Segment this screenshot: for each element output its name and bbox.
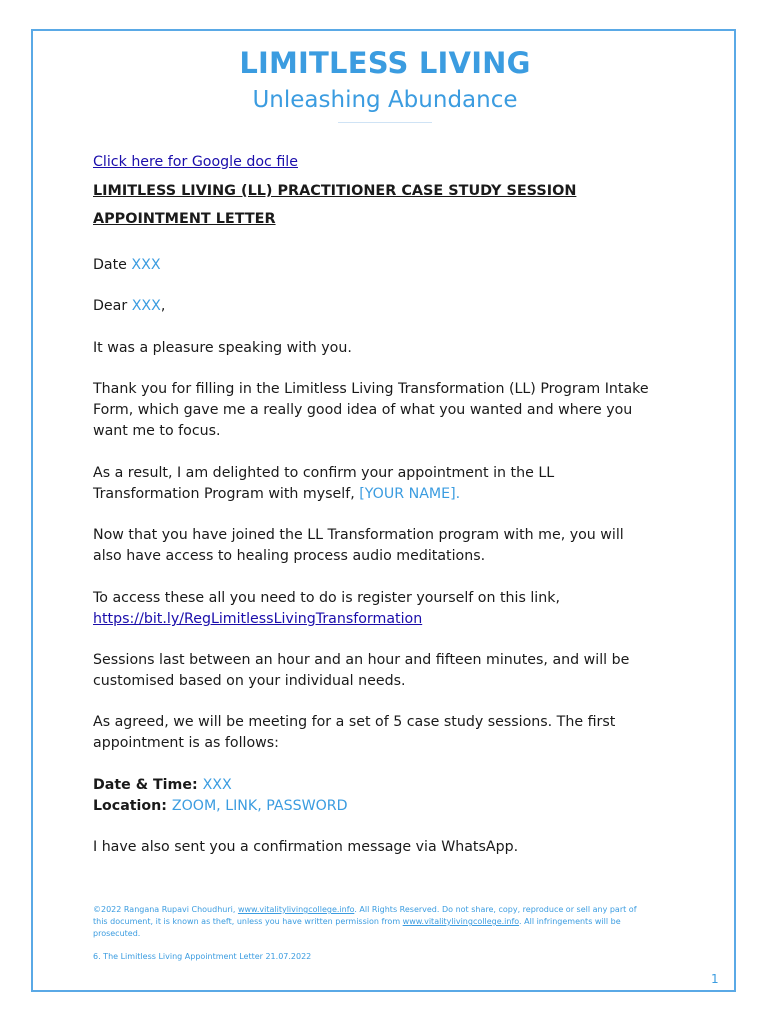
header-divider xyxy=(338,122,432,123)
copyright-line3: prosecuted. xyxy=(93,929,141,938)
permission-site-link[interactable]: www.vitalitylivingcollege.info xyxy=(402,917,520,926)
datetime-value: XXX xyxy=(202,777,232,793)
paragraph-3 xyxy=(93,463,693,505)
paragraph-4-line: also have access to healing process audio meditations. xyxy=(93,548,486,564)
paragraph-3-line: As a result, I am delighted to confirm your appointment in the LL xyxy=(93,465,555,481)
copyright-line2 xyxy=(93,916,683,928)
registration-link-line xyxy=(93,609,693,630)
paragraph-7 xyxy=(93,712,693,754)
copyright-site-link[interactable]: www.vitalitylivingcollege.info xyxy=(237,905,355,914)
registration-link[interactable]: https://bit.ly/RegLimitlessLivingTransformation xyxy=(93,611,423,627)
paragraph-5-line: To access these all you need to do is register yourself on this link, xyxy=(93,590,560,606)
letter-heading xyxy=(93,177,693,233)
paragraph-2 xyxy=(93,379,693,442)
page-number: 1 xyxy=(711,972,719,986)
paragraph-7-line: As agreed, we will be meeting for a set of 5 case study sessions. The first xyxy=(93,714,616,730)
paragraph-2-line: Thank you for filling in the Limitless Living Transformation (LL) Program Intake xyxy=(93,381,649,397)
paragraph-7-line: appointment is as follows: xyxy=(93,735,279,751)
paragraph-3-line2 xyxy=(93,484,693,505)
paragraph-2-line: want me to focus. xyxy=(93,423,221,439)
location-value: ZOOM, LINK, PASSWORD xyxy=(171,798,348,814)
letter-heading-line2: APPOINTMENT LETTER xyxy=(93,211,276,227)
copyright-text: . All Rights Reserved. Do not share, copy, reproduce or sell any part of xyxy=(354,905,637,914)
paragraph-1: It was a pleasure speaking with you. xyxy=(93,340,352,356)
paragraph-2-line: Form, which gave me a really good idea of what you wanted and where you xyxy=(93,402,633,418)
copyright-text: ©2022 Rangana Rupavi Choudhuri, xyxy=(93,905,238,914)
paragraph-4 xyxy=(93,525,693,567)
date-line xyxy=(93,255,693,276)
appointment-details xyxy=(93,775,693,817)
paragraph-3-text: Transformation Program with myself, xyxy=(93,486,360,502)
appointment-location xyxy=(93,796,693,817)
greeting-line xyxy=(93,296,693,317)
greeting-name: XXX xyxy=(131,298,161,314)
paragraph-6 xyxy=(93,650,693,692)
your-name-placeholder: [YOUR NAME]. xyxy=(359,486,461,502)
google-doc-link[interactable]: Click here for Google doc file xyxy=(93,154,298,170)
greeting-comma: , xyxy=(160,298,166,314)
brand-title: LIMITLESS LIVING xyxy=(239,46,531,80)
greeting-label: Dear xyxy=(93,298,132,314)
datetime-label: Date & Time: xyxy=(93,777,203,793)
appointment-datetime xyxy=(93,775,693,796)
date-value: XXX xyxy=(131,257,161,273)
brand-subtitle: Unleashing Abundance xyxy=(252,87,518,113)
paragraph-5 xyxy=(93,588,693,630)
letter-heading-line1: LIMITLESS LIVING (LL) PRACTITIONER CASE STUDY SESSION xyxy=(93,183,577,199)
paragraph-6-line: Sessions last between an hour and an hour and fifteen minutes, and will be xyxy=(93,652,630,668)
date-label: Date xyxy=(93,257,132,273)
location-label: Location: xyxy=(93,798,172,814)
document-reference: 6. The Limitless Living Appointment Letter 21.07.2022 xyxy=(93,952,312,961)
closing-line: I have also sent you a confirmation message via WhatsApp. xyxy=(93,839,519,855)
copyright-text: this document, it is known as theft, unless you have written permission from xyxy=(93,917,403,926)
copyright-line1 xyxy=(93,904,683,916)
paragraph-6-line: customised based on your individual needs. xyxy=(93,673,406,689)
copyright-text: . All infringements will be xyxy=(519,917,621,926)
google-doc-link-line xyxy=(93,152,693,173)
paragraph-4-line: Now that you have joined the LL Transformation program with me, you will xyxy=(93,527,624,543)
copyright-notice xyxy=(93,904,683,940)
